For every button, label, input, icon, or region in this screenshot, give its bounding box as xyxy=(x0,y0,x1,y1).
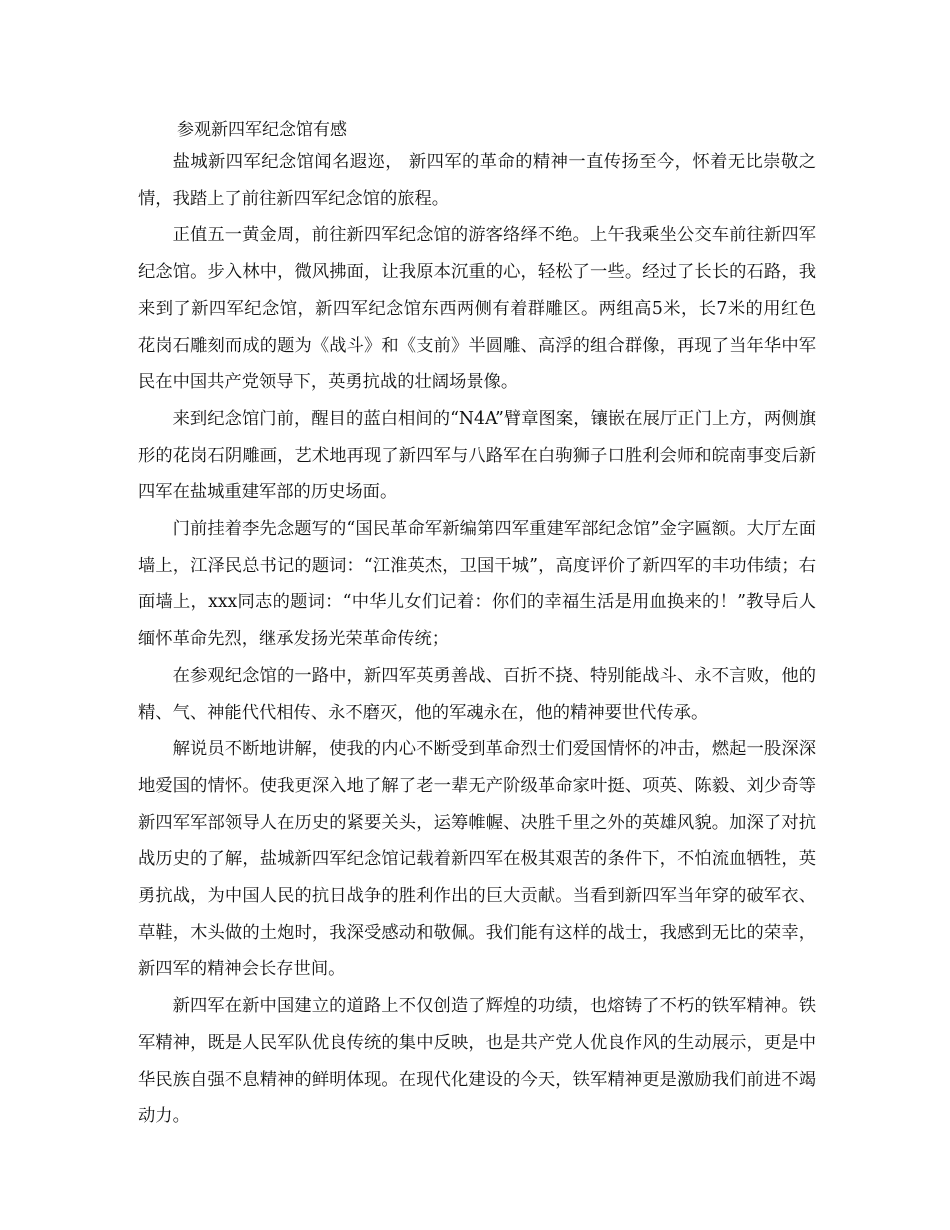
paragraph-conclusion: 新四军在新中国建立的道路上不仅创造了辉煌的功绩，也熔铸了不朽的铁军精神。铁军精神，既是人民军队优良传统的集中反映，也是共产党人优良作风的生动展示，更是中华民族自强不息精神的鲜明体现。在现代化建设的今天，铁军精神更是激励我们前进不竭动力。 xyxy=(138,996,816,1127)
paragraph-intro: 盐城新四军纪念馆闻名遐迩， 新四军的革命的精神一直传扬至今，怀着无比崇敬之情，我踏上了前往新四军纪念馆的旅程。 xyxy=(138,152,816,209)
paragraph-inscriptions: 门前挂着李先念题写的“国民革命军新编第四军重建军部纪念馆”金字匾额。大厅左面墙上，江泽民总书记的题词：“江淮英杰，卫国干城”，高度评价了新四军的丰功伟绩；右面墙上，xxx同志的题词：“中华儿女们记着：你们的幸福生活是用血换来的！”教导后人缅怀革命先烈，继承发扬光荣革命传统； xyxy=(138,519,816,650)
paragraph-guide: 解说员不断地讲解，使我的内心不断受到革命烈士们爱国情怀的冲击，燃起一股深深地爱国的情怀。使我更深入地了解了老一辈无产阶级革命家叶挺、项英、陈毅、刘少奇等新四军军部领导人在历史的紧要关头，运筹帷幄、决胜千里之外的英雄风貌。加深了对抗战历史的了解，盐城新四军纪念馆记载着新四军在极其艰苦的条件下，不怕流血牺牲，英勇抗战，为中国人民的抗日战争的胜利作出的巨大贡献。当看到新四军当年穿的破军衣、草鞋，木头做的土炮时，我深受感动和敬佩。我们能有这样的战士，我感到无比的荣幸，新四军的精神会长存世间。 xyxy=(138,739,816,980)
document-body xyxy=(138,144,816,1135)
paragraph-visit-route: 正值五一黄金周，前往新四军纪念馆的游客络绎不绝。上午我乘坐公交车前往新四军纪念馆。步入林中，微风拂面，让我原本沉重的心，轻松了一些。经过了长长的石路，我来到了新四军纪念馆，新四军纪念馆东西两侧有着群雕区。两组高5米，长7米的用红色花岗石雕刻而成的题为《战斗》和《支前》半圆雕、高浮的组合群像，再现了当年华中军民在中国共产党领导下，英勇抗战的壮阔场景像。 xyxy=(138,225,816,393)
paragraph-entrance: 来到纪念馆门前，醒目的蓝白相间的“N4A”臂章图案，镶嵌在展厅正门上方，两侧旗形的花岗石阴雕画，艺术地再现了新四军与八路军在白驹狮子口胜利会师和皖南事变后新四军在盐城重建军部的历史场面。 xyxy=(138,408,816,503)
paragraph-spirit: 在参观纪念馆的一路中，新四军英勇善战、百折不挠、特别能战斗、永不言败，他的精、气、神能代代相传、永不磨灭，他的军魂永在，他的精神要世代传承。 xyxy=(138,665,816,723)
document-title: 参观新四军纪念馆有感 xyxy=(177,120,347,140)
